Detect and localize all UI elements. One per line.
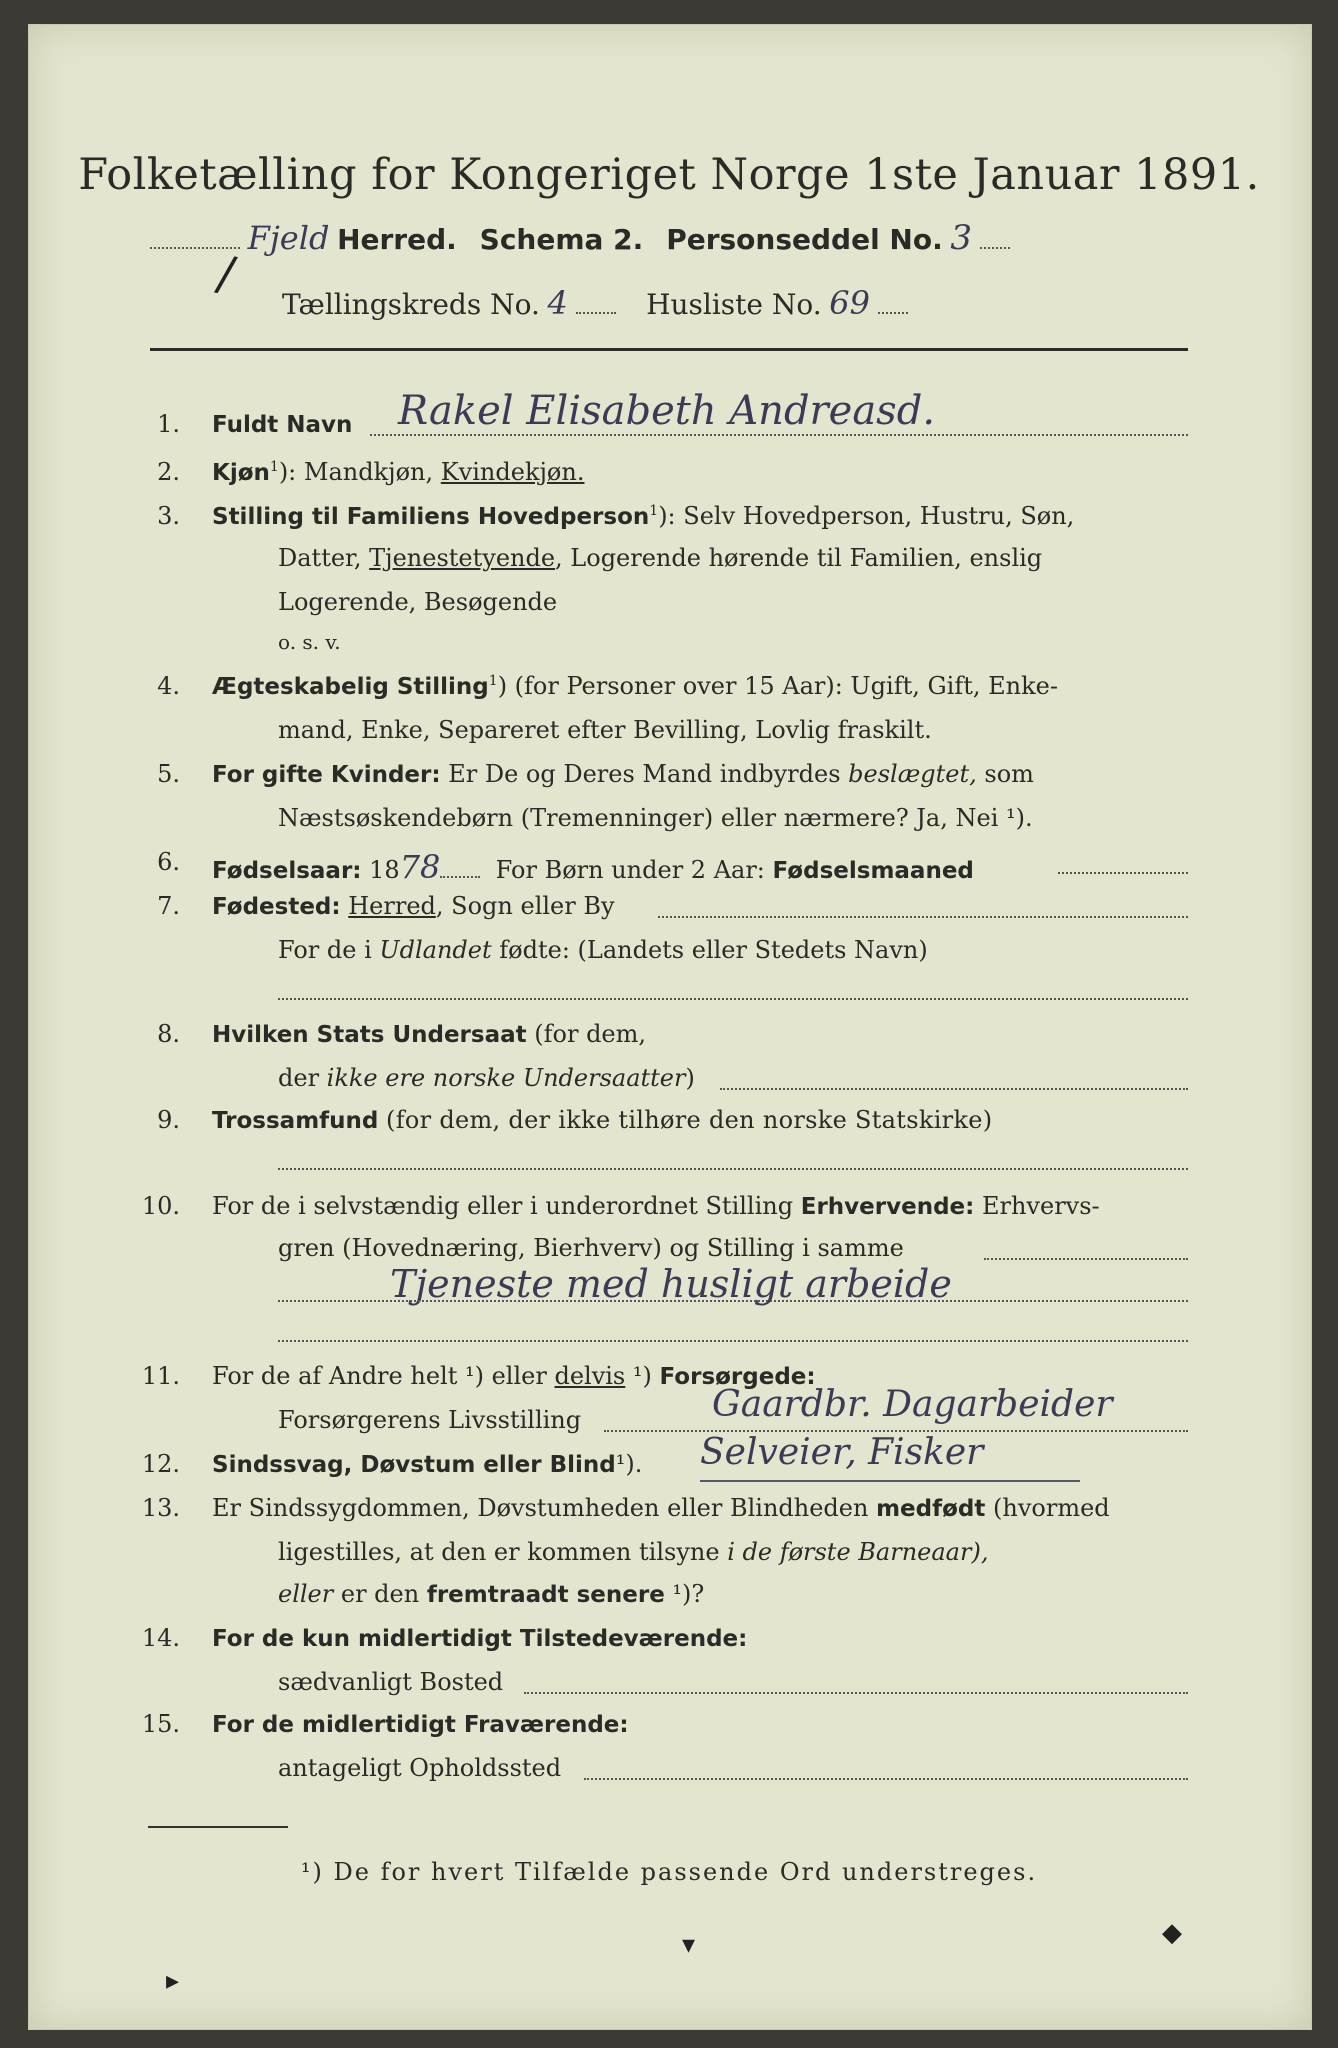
herred-line [150,218,1010,258]
q8-line1: Hvilken Stats Undersaat (for dem, [212,1020,647,1048]
q12-number: 12. [141,1450,180,1478]
q13-number: 13. [141,1494,180,1522]
q4-line1: Ægteskabelig Stilling$^1$) (for Personer over 15 Aar): Ugift, Gift, Enke- [212,672,1058,700]
q9-number: 9. [157,1106,180,1134]
footnote: ¹) De for hvert Tilfælde passende Ord understreges. [300,1858,1038,1886]
q4-number: 4. [157,672,180,700]
q7-line2: For de i Udlandet fødte: (Landets eller Stedets Navn) [278,936,928,964]
q3-line3: Logerende, Besøgende [278,588,558,616]
q7-underlined-answer: Herred [348,892,436,920]
q3-line2: Datter, Tjenestetyende, Logerende hørende til Familien, enslig [278,544,1043,572]
q7-line1: Fødested: Herred, Sogn eller By [212,892,615,920]
margin-tick-mark: / [212,244,240,304]
q11-line1: For de af Andre helt ¹) eller delvis ¹) Forsørgede: [212,1362,816,1390]
q11-underlined-answer: delvis [554,1362,626,1390]
q1-label: Fuldt Navn [212,412,353,438]
form-title: Folketælling for Kongeriget Norge 1ste Januar 1891. [78,150,1260,200]
q3-line4: o. s. v. [278,630,341,654]
header-rule [150,348,1188,351]
q6-year-answer: 78 [399,848,441,886]
kreds-line [282,284,908,322]
q13-line3: eller er den fremtraadt senere ¹)? [278,1580,705,1608]
q12-line: Sindssvag, Døvstum eller Blind¹). [212,1450,643,1478]
schema-label: Schema 2. [479,223,644,256]
q5-number: 5. [157,760,180,788]
q6-number: 6. [157,848,180,876]
q3-line1: Stilling til Familiens Hovedperson$^1$): Selv Hovedperson, Hustru, Søn, [212,502,1075,530]
q11-number: 11. [141,1362,180,1390]
q2-number: 2. [157,458,180,486]
q3-number: 3. [157,502,180,530]
q10-line1: For de i selvstændig eller i underordnet Stilling Erhvervende: Erhvervs- [212,1192,1100,1220]
q1-number: 1. [157,410,180,438]
q11-answer-provider: Gaardbr. Dagarbeider [712,1384,1113,1425]
q5-line2: Næstsøskendebørn (Tremenninger) eller nærmere? Ja, Nei ¹). [278,804,1033,832]
q10-number: 10. [141,1192,180,1220]
herred-label: Herred. [337,223,457,256]
husliste-number: 69 [829,284,871,322]
q14-line1: For de kun midlertidigt Tilstedeværende: [212,1626,748,1652]
q10-answer-occupation: Tjeneste med husligt arbeide [390,1262,952,1306]
herred-hand: Fjeld [247,219,330,257]
husliste-label: Husliste No. [646,288,822,321]
q3-underlined-answer: Tjenestetyende [369,544,556,572]
q2-underlined-answer: Kvindekjøn. [440,458,585,486]
q1-answer-name: Rakel Elisabeth Andreasd. [398,388,936,434]
kreds-label: Tællingskreds No. [282,288,540,321]
kreds-number: 4 [547,284,568,322]
q15-line1: For de midlertidigt Fraværende: [212,1712,629,1738]
q7-number: 7. [157,892,180,920]
footnote-rule [148,1826,288,1828]
q13-line2: ligestilles, at den er kommen tilsyne i de første Barneaar), [278,1538,989,1566]
q4-line2: mand, Enke, Separeret efter Bevilling, Lovlig fraskilt. [278,716,932,744]
q2-text: Kjøn$^1$): Mandkjøn, Kvindekjøn. [212,458,585,486]
q12-answer: Selveier, Fisker [700,1432,984,1473]
q8-line2: der ikke ere norske Undersaatter) [278,1064,695,1092]
q5-line1: For gifte Kvinder: Er De og Deres Mand indbyrdes beslægtet, som [212,760,1034,788]
stray-mark-left: ▸ [166,1966,180,1996]
q11-line2: Forsørgerens Livsstilling [278,1406,582,1434]
stray-mark: ▾ [682,1930,696,1960]
stray-mark-right: ◆ [1162,1918,1182,1948]
q6-line: Fødselsaar: 1878 For Børn under 2 Aar: Fødselsmaaned [212,848,974,886]
q10-line2: gren (Hovednæring, Bierhverv) og Stilling i samme [278,1234,904,1262]
q14-number: 14. [141,1624,180,1652]
q9-line: Trossamfund (for dem, der ikke tilhøre den norske Statskirke) [212,1106,993,1134]
personseddel-label: Personseddel No. [666,223,943,256]
q15-line2: antageligt Opholdssted [278,1754,562,1782]
q14-line2: sædvanligt Bosted [278,1668,504,1696]
personseddel-number: 3 [950,218,973,258]
q13-line1: Er Sindssygdommen, Døvstumheden eller Blindheden medfødt (hvormed [212,1494,1110,1522]
q8-number: 8. [157,1020,180,1048]
q15-number: 15. [141,1710,180,1738]
